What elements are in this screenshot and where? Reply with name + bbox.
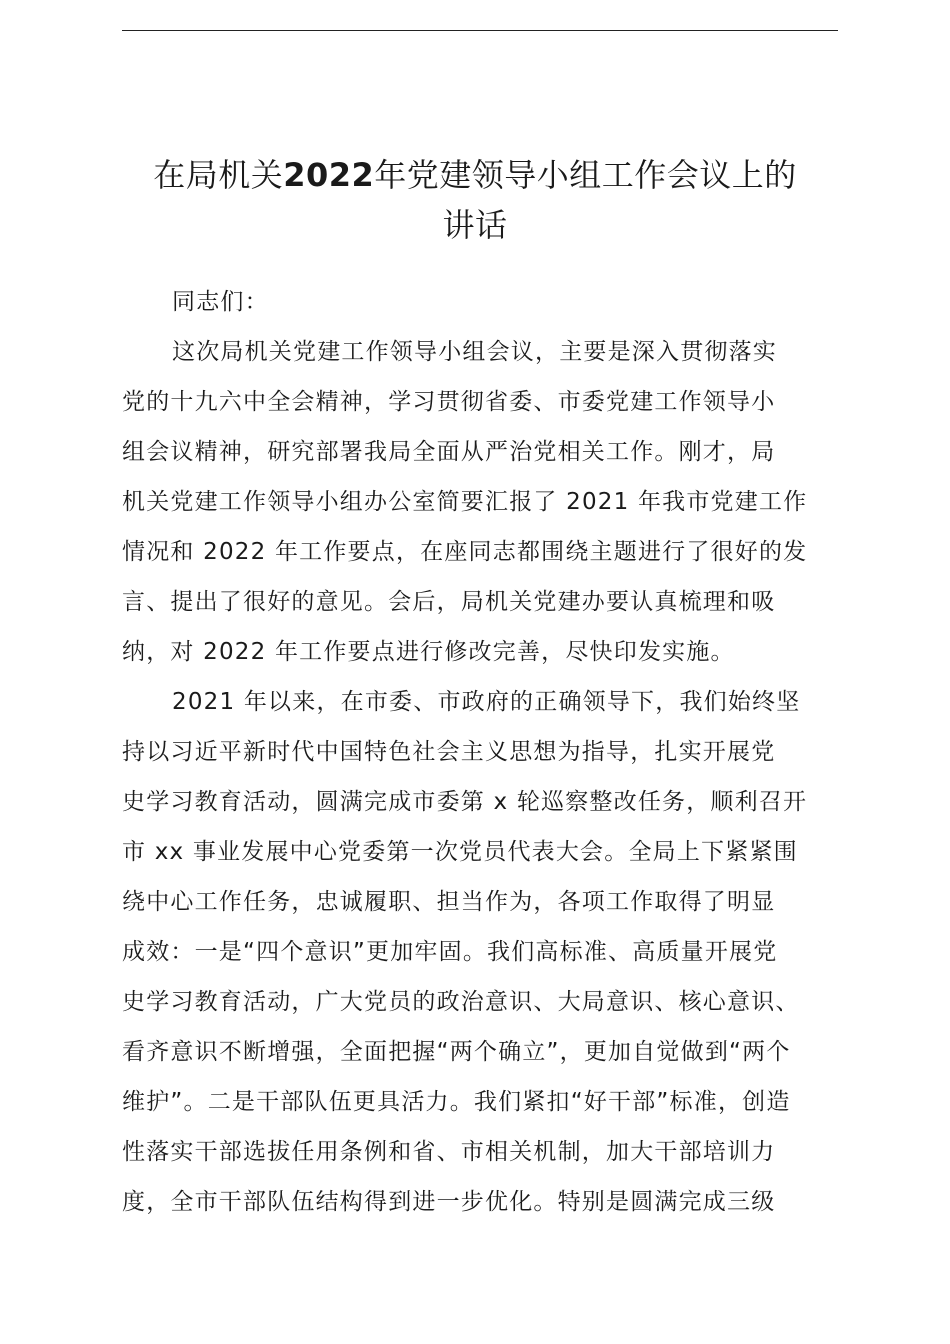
title-prefix: 在局机关 [153, 156, 284, 194]
paragraph-2-line-10: 性落实干部选拔任用条例和省、市相关机制，加大干部培训力 [122, 1139, 776, 1165]
paragraph-2-line-6: 成效：一是“四个意识”更加牢固。我们高标准、高质量开展党 [122, 939, 778, 965]
paragraph-1-line-3: 组会议精神，研究部署我局全面从严治党相关工作。刚才，局 [122, 439, 776, 465]
paragraph-1-line-1: 这次局机关党建工作领导小组会议，主要是深入贯彻落实 [172, 339, 777, 365]
paragraph-1-line-4: 机关党建工作领导小组办公室简要汇报了 2021 年我市党建工作 [122, 489, 808, 515]
paragraph-2-line-8: 看齐意识不断增强，全面把握“两个确立”，更加自觉做到“两个 [122, 1039, 791, 1065]
paragraph-1-line-5: 情况和 2022 年工作要点，在座同志都围绕主题进行了很好的发 [122, 539, 808, 565]
document-body [122, 277, 852, 1227]
title-line-2: 讲话 [442, 206, 508, 244]
salutation: 同志们： [172, 289, 269, 315]
title-year: 2022 [283, 156, 375, 194]
paragraph-2-line-7: 史学习教育活动，广大党员的政治意识、大局意识、核心意识、 [122, 989, 800, 1015]
paragraph-2-line-9: 维护”。二是干部队伍更具活力。我们紧扣“好干部”标准，创造 [122, 1089, 791, 1115]
paragraph-2-line-2: 持以习近平新时代中国特色社会主义思想为指导，扎实开展党 [122, 739, 776, 765]
header-rule [122, 30, 838, 31]
paragraph-1-line-2: 党的十九六中全会精神，学习贯彻省委、市委党建工作领导小 [122, 389, 776, 415]
title-suffix: 年党建领导小组工作会议上的 [374, 156, 797, 194]
paragraph-2-line-3: 史学习教育活动，圆满完成市委第 x 轮巡察整改任务，顺利召开 [122, 789, 808, 815]
paragraph-1-line-7: 纳，对 2022 年工作要点进行修改完善，尽快印发实施。 [122, 639, 735, 665]
document-title [100, 150, 850, 250]
paragraph-2-line-5: 绕中心工作任务，忠诚履职、担当作为，各项工作取得了明显 [122, 889, 776, 915]
paragraph-2-line-4: 市 xx 事业发展中心党委第一次党员代表大会。全局上下紧紧围 [122, 839, 798, 865]
paragraph-2-line-1: 2021 年以来，在市委、市政府的正确领导下，我们始终坚 [172, 689, 801, 715]
paragraph-2-line-11: 度，全市干部队伍结构得到进一步优化。特别是圆满完成三级 [122, 1189, 776, 1215]
paragraph-1-line-6: 言、提出了很好的意见。会后，局机关党建办要认真梳理和吸 [122, 589, 776, 615]
